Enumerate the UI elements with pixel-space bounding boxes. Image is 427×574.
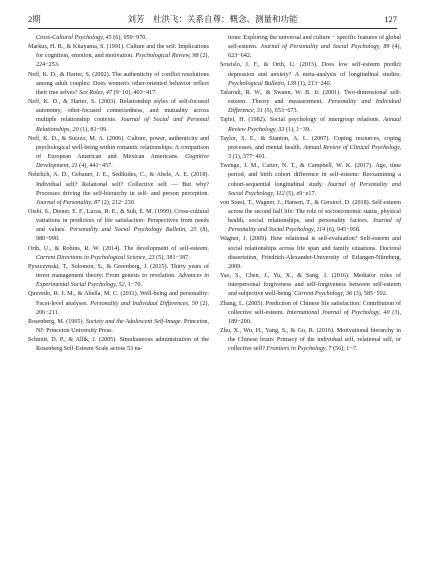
reference-text: Zhu, X., Wu, H., Yang, S., & Gu, R. (2016). Motivational hierarchy in the Chinese brain: Primacy of the individual self, relational self, or collective self? bbox=[220, 328, 401, 353]
reference-source: Annual Review of Clinical Psychology, 3 bbox=[228, 144, 401, 161]
reference-text: Taylor, S. E., & Stanton, A. L. (2007). Coping resources, coping processes, and mental health. bbox=[220, 135, 401, 151]
reference-locator: (3), 189−200. bbox=[228, 309, 401, 325]
running-title: 刘芳 杜洪飞：关系自尊：概念、测量和功能 bbox=[127, 14, 298, 24]
reference-locator: (1), 1−39. bbox=[284, 126, 311, 133]
reference-source: Personality and Individual Difference, 31 bbox=[228, 99, 401, 115]
reference-text: Orth, U., & Robins, R. W. (2014). The development of self-esteem. bbox=[28, 245, 209, 252]
reference-entry bbox=[28, 71, 209, 98]
reference-entry bbox=[220, 199, 401, 236]
reference-entry bbox=[28, 245, 209, 263]
reference-locator: . Princeton, NJ: Princeton University Press. bbox=[36, 318, 210, 334]
reference-entry bbox=[220, 89, 401, 116]
reference-entry bbox=[28, 318, 209, 336]
reference-text: Tafarodi, R. W., & Swann, W. B. Jr. (2001). Two-dimensional self-esteem: Theory and measurement. bbox=[220, 89, 401, 106]
reference-source: Psychological Review, 98 bbox=[135, 53, 199, 60]
reference-locator: (1), 81−99. bbox=[78, 126, 108, 133]
reference-source: International Journal of Psychology, 40 bbox=[286, 309, 390, 316]
reference-locator: (6), 945−958. bbox=[325, 227, 361, 234]
reference-locator: (2), 212−230. bbox=[100, 199, 136, 206]
reference-entry bbox=[220, 327, 401, 354]
reference-text: von Soest, T., Wagner, J., Hansen, T., & Gerstorf, D. (2018). Self-esteem across the second half life: The role of socioeconomic status, physical health, social relationships, and personality factors. bbox=[220, 199, 401, 225]
reference-source: Journal of Personality and Social Psychology, 89 bbox=[260, 44, 390, 51]
running-header bbox=[28, 12, 397, 26]
references-right-column bbox=[220, 34, 401, 354]
reference-entry bbox=[28, 98, 209, 135]
reference-locator: (1), 213−240. bbox=[296, 80, 332, 87]
reference-entry bbox=[28, 290, 209, 317]
reference-text: Rosenberg, M. (1965). bbox=[28, 318, 86, 325]
reference-locator: , 1−70. bbox=[124, 282, 142, 289]
reference-source: Journal of Social and Personal Relationships, 20 bbox=[36, 117, 209, 133]
reference-entry bbox=[220, 235, 401, 272]
reference-text: Zhang, L. (2005). Prediction of Chinese life satisfaction: Contribution of collective self-esteem. bbox=[220, 300, 401, 316]
reference-entry bbox=[220, 162, 401, 199]
reference-text: Quevedo, R. J. M., & Abella, M. C. (2011). Well-being and personality: Facet-level analyses. bbox=[28, 291, 209, 307]
reference-entry bbox=[220, 61, 401, 88]
reference-entry bbox=[28, 208, 209, 245]
reference-entry bbox=[220, 300, 401, 327]
reference-source: Journal of Personality and Social Psychology, 114 bbox=[228, 218, 401, 234]
reference-source: Cognitive Development, 21 bbox=[36, 154, 209, 170]
reference-entry bbox=[220, 272, 401, 299]
reference-source: Frontiers in Psychology, 7 bbox=[266, 346, 332, 353]
reference-locator: (5), e9−e17. bbox=[284, 190, 317, 197]
reference-locator: (2), 206−211. bbox=[36, 300, 210, 316]
reference-source: Psychological Bulletin, 139 bbox=[228, 80, 297, 87]
reference-text: Schmitt, D. P., & Allik, J. (2005). Simultaneous administration of the Rosenberg Self-Esteem Scale across 53 na- bbox=[28, 337, 209, 353]
reference-text: Neff, K. D., & Suizzo, M. A. (2006). Culture, power, authenticity and psychological well-being within romantic relationships: A comparison of European American and Mexican Americans. bbox=[28, 135, 209, 161]
references-left-column bbox=[28, 34, 209, 354]
reference-source: Advances in Experimental Social Psychology, 52 bbox=[36, 273, 209, 289]
reference-locator: (2), 224−253. bbox=[36, 53, 209, 69]
reference-source: Personality and Individual Differences, 50 bbox=[90, 300, 198, 307]
reference-text: Nehrlich, A. D., Gebauer, J. E., Sedikides, C., & Abele, A. E. (2018). Individual self? Relational self? Collective self — But why? Processes driving the self-hierarchy in self- and person perception. bbox=[28, 172, 209, 197]
reference-text: Markus, H. R., & Kitayama, S. (1991). Culture and the self: Implications for cognition, emotion, and motivation. bbox=[28, 44, 209, 60]
issue-label: 2期 bbox=[28, 14, 41, 24]
reference-entry bbox=[28, 171, 209, 208]
reference-text: Oishi, S., Diener, E. F., Lucas, R. E., & Suh, E. M. (1999). Cross-cultural variations in predictors of life satisfaction: Perspectives from needs and values. bbox=[28, 208, 209, 234]
reference-source: Sex Roles, 47 bbox=[79, 89, 113, 96]
reference-text: Wagner, J. (2009). How relational is self-evaluation? Self-esteem and social relationships across life span and family situations. Doctoral dissertation, Friedrich-Alexander-University of Erlangen-Nürnberg, 2009. bbox=[220, 236, 401, 270]
reference-source: Current Psychology, 36 bbox=[294, 291, 353, 298]
reference-entry bbox=[220, 34, 401, 61]
reference-entry bbox=[28, 336, 209, 354]
reference-source: Personality and Social Psychology Bulletin, 25 bbox=[69, 227, 197, 234]
reference-locator: (8), 980−990. bbox=[36, 227, 209, 243]
reference-text: Pyszczynski, T., Solomon, S., & Greenberg, J. (2015). Thirty years of terror management theory: From genesis to revelation. bbox=[28, 263, 209, 280]
reference-source: Journal of Personality, 87 bbox=[36, 199, 101, 206]
reference-locator: (6), 959−970. bbox=[111, 35, 147, 41]
reference-text: tions: Exploring the universal and culture − specific features of global self-esteem. bbox=[228, 35, 401, 51]
reference-locator: (5), 381−387. bbox=[154, 254, 190, 261]
reference-entry bbox=[220, 135, 401, 162]
reference-source: Annual Review Psychology, 33 bbox=[228, 117, 401, 133]
reference-source: Current Directions in Psychological Science, 23 bbox=[36, 254, 155, 261]
reference-locator: (4), 441−457. bbox=[77, 163, 113, 170]
reference-locator: (1), 377−401. bbox=[231, 154, 267, 161]
reference-source: Cross-Cultural Psychology, 45 bbox=[36, 35, 112, 41]
reference-text: Sowislo, J. F., & Orth, U. (2013). Does low self-esteem predict depression and anxiety? A meta-analysis of longitudinal studies. bbox=[220, 62, 401, 78]
reference-source: Society and the Adolescent Self-Image bbox=[85, 318, 181, 325]
reference-locator: (9−10), 403−417. bbox=[112, 89, 157, 96]
reference-text: Neff, K. D., & Harter, S. (2002). The authenticity of conflict resolutions among adult couples: Does women's other-oriented behavior reflect their true selves? bbox=[28, 71, 209, 96]
header-rule bbox=[28, 28, 397, 29]
reference-text: Neff, K. D., & Harter, S. (2003). Relationship styles of self-focused autonomy, other-focused connectedness, and mutuality across multiple relationship contexts. bbox=[28, 99, 209, 124]
reference-locator: (4), 623−642. bbox=[228, 44, 401, 60]
reference-text: Yao, S., Chen, J., Yu, X., & Sang, J. (2016). Mediator roles of interpersonal forgiveness and self-forgiveness between self-esteem and subjective well-being. bbox=[220, 273, 401, 298]
reference-locator: (56), 1−7. bbox=[331, 346, 358, 353]
page-number: 127 bbox=[384, 14, 397, 24]
reference-entry bbox=[28, 34, 209, 43]
reference-text: Tajfel, H. (1982). Social psychology of intergroup relations. bbox=[220, 117, 384, 124]
reference-entry bbox=[28, 43, 209, 70]
reference-text: Twenge, J. M., Carter, N. T., & Campbell, W. K. (2017). Age, time period, and birth cohort difference in self-esteem: Reexamining a cohort-sequential longitudinal study. bbox=[220, 163, 401, 188]
reference-source: Journal of Personality and Social Psychology, 112 bbox=[228, 181, 401, 197]
reference-entry bbox=[220, 116, 401, 134]
reference-locator: (5), 653−673. bbox=[262, 108, 299, 115]
reference-locator: (3), 585−592. bbox=[352, 291, 388, 298]
reference-entry bbox=[28, 135, 209, 172]
reference-entry bbox=[28, 263, 209, 290]
